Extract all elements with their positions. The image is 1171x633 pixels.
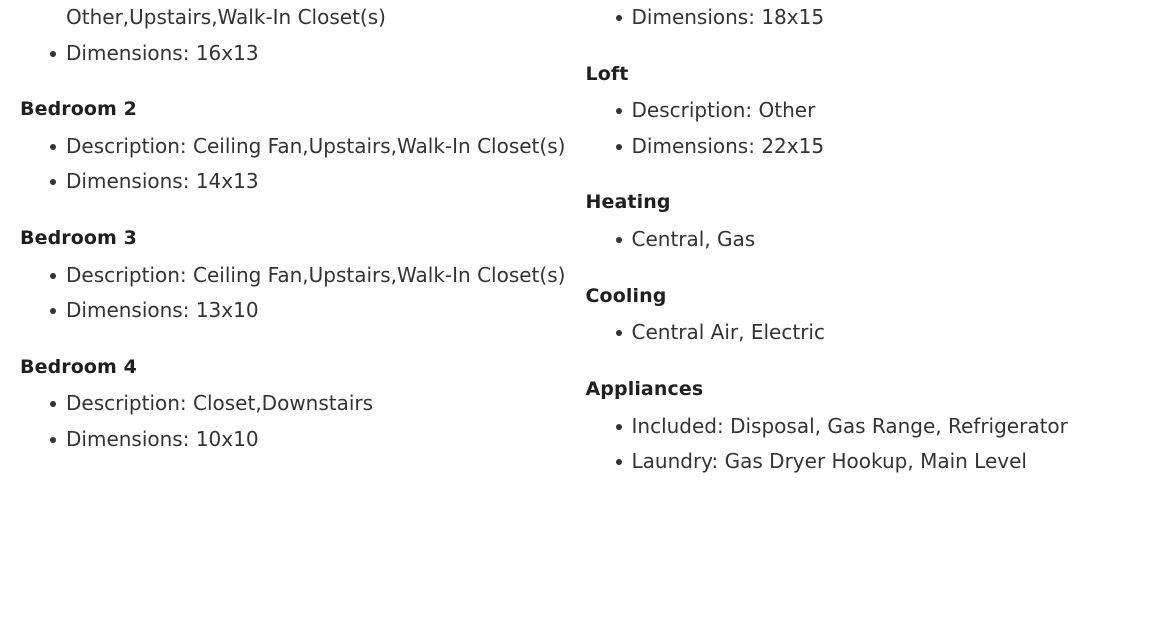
section-heading-bedroom-3: Bedroom 3	[20, 227, 137, 250]
bedroom-3-detail-list	[20, 258, 566, 329]
right-column	[586, 0, 1171, 633]
bedroom-4-section	[20, 355, 566, 458]
bedroom-2-section	[20, 97, 566, 200]
bedroom-1-detail-list	[20, 36, 566, 72]
section-heading-bedroom-2: Bedroom 2	[20, 98, 137, 121]
section-heading-cooling: Cooling	[585, 284, 667, 307]
list-item: Dimensions: 16x13	[20, 36, 566, 72]
list-item: Dimensions: 18x15	[586, 0, 1146, 36]
bedroom-1-description-continuation: Other,Upstairs,Walk-In Closet(s)	[66, 5, 386, 29]
cooling-detail-list	[586, 315, 1146, 351]
loft-detail-list	[586, 93, 1146, 164]
appliances-detail-list	[586, 409, 1146, 480]
bedroom-2-detail-list	[20, 129, 566, 200]
heating-detail-list	[586, 222, 1146, 258]
master-bedroom-section-continued	[586, 0, 1146, 36]
section-heading-loft: Loft	[585, 62, 629, 85]
list-item: Description: Ceiling Fan,Upstairs,Walk-In Closet(s)	[20, 129, 566, 165]
list-item: Description: Ceiling Fan,Upstairs,Walk-In Closet(s)	[20, 258, 566, 294]
section-heading-heating: Heating	[585, 191, 671, 214]
cooling-section	[586, 284, 1146, 351]
list-item: Description: Closet,Downstairs	[20, 386, 566, 422]
section-heading-appliances: Appliances	[585, 377, 704, 400]
loft-section	[586, 62, 1146, 165]
list-item: Dimensions: 13x10	[20, 293, 566, 329]
appliances-section	[586, 377, 1146, 480]
list-item: Dimensions: 22x15	[586, 129, 1146, 165]
list-item: Dimensions: 10x10	[20, 422, 566, 458]
list-item: Central Air, Electric	[586, 315, 1146, 351]
list-item: Description: Other	[586, 93, 1146, 129]
previous-section-detail-list	[586, 0, 1146, 36]
list-item: Dimensions: 14x13	[20, 164, 566, 200]
list-item: Laundry: Gas Dryer Hookup, Main Level	[586, 444, 1146, 480]
list-item: Included: Disposal, Gas Range, Refrigerator	[586, 409, 1146, 445]
bedroom-1-section-continued	[20, 0, 566, 71]
bedroom-4-detail-list	[20, 386, 566, 457]
heating-section	[586, 190, 1146, 257]
section-heading-bedroom-4: Bedroom 4	[20, 355, 137, 378]
right-column-content	[586, 0, 1146, 480]
list-item: Central, Gas	[586, 222, 1146, 258]
bedroom-3-section	[20, 226, 566, 329]
